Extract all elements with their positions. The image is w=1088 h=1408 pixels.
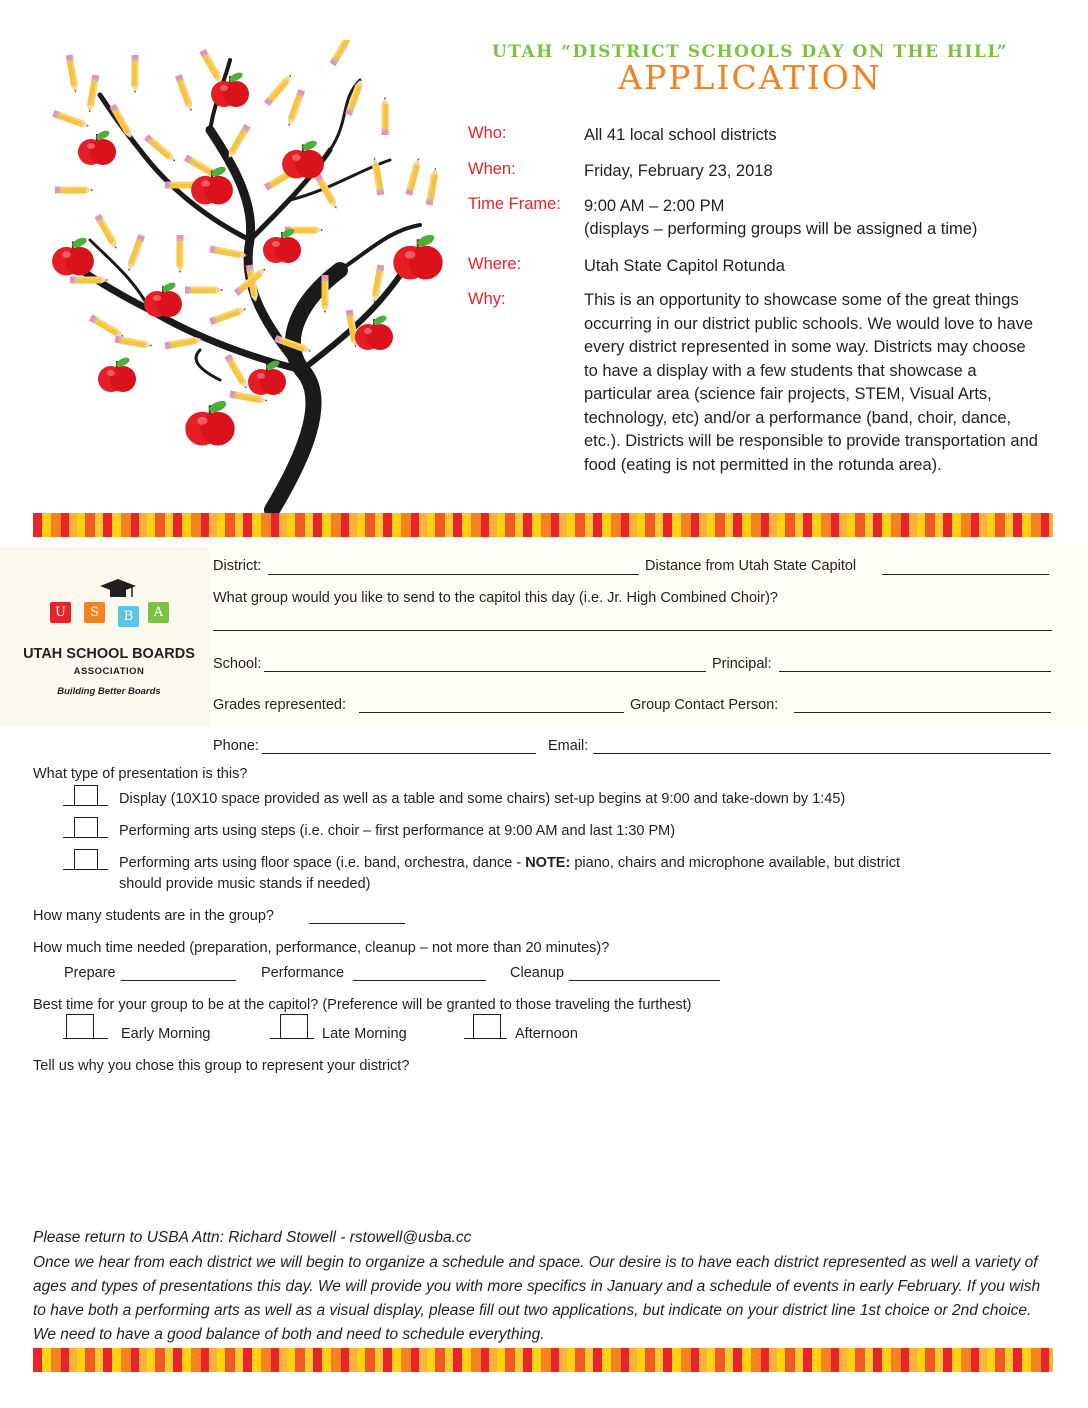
logo-association: ASSOCIATION	[73, 666, 145, 677]
footer-text: Once we hear from each district we will begin to organize a schedule and space. Our desire is to have each district represented as well a variety of ages and types of presentations this day. We will provide you with more specifics in January and a schedule of events in early February. If you wish to have both a performing arts as well as a visual display, please fill out two applications, but indicate on your district line 1st choice or 2nd choice. We need to have a good balance of both and need to schedule everything.	[33, 1254, 1041, 1343]
phone-label: Phone:	[213, 738, 259, 754]
presentation-question: What type of presentation is this?	[33, 766, 248, 782]
students-question: How many students are in the group?	[33, 908, 274, 924]
display-checkbox-line	[63, 805, 108, 806]
contact-label: Group Contact Person:	[630, 697, 779, 713]
afternoon-label: Afternoon	[515, 1026, 578, 1042]
logo-name: UTAH SCHOOL BOARDS	[23, 646, 195, 662]
apple-tree-illustration	[40, 40, 450, 515]
early-morning-checkbox[interactable]	[66, 1014, 94, 1039]
prepare-label: Prepare	[64, 965, 116, 981]
option-floor-text-b: piano, chairs and microphone available, but district	[570, 855, 900, 871]
group-question: What group would you like to send to the capitol this day (i.e. Jr. High Combined Choir)?	[213, 590, 778, 606]
principal-field[interactable]	[779, 671, 1051, 672]
option-floor-continued: should provide music stands if needed)	[119, 876, 371, 892]
page-title: APPLICATION	[618, 58, 882, 97]
option-floor-text-a: Performing arts using floor space (i.e. band, orchestra, dance -	[119, 855, 526, 871]
return-instructions: Please return to USBA Attn: Richard Stowell - rstowell@usba.cc	[33, 1229, 472, 1246]
afternoon-checkbox[interactable]	[473, 1014, 501, 1039]
phone-field[interactable]	[262, 753, 536, 754]
best-time-question: Best time for your group to be at the capitol? (Preference will be granted to those traveling the furthest)	[33, 997, 692, 1013]
floor-checkbox[interactable]	[74, 849, 98, 870]
school-label: School:	[213, 656, 262, 672]
cleanup-label: Cleanup	[510, 965, 565, 981]
who-label: Who:	[468, 124, 507, 142]
district-label: District:	[213, 558, 262, 574]
event-subtitle: UTAH “DISTRICT SCHOOLS DAY ON THE HILL”	[491, 42, 1009, 62]
performance-field[interactable]	[353, 980, 486, 981]
group-field[interactable]	[213, 630, 1052, 631]
logo-block-s: S	[84, 602, 105, 623]
option-floor-note: NOTE:	[525, 855, 571, 871]
time-frame-value: 9:00 AM – 2:00 PM	[584, 197, 725, 215]
contact-field[interactable]	[794, 712, 1051, 713]
late-morning-checkbox-line	[270, 1038, 314, 1039]
decorative-stripe-bottom	[33, 1348, 1053, 1372]
display-checkbox[interactable]	[74, 785, 98, 806]
why-label: Why:	[468, 290, 506, 308]
afternoon-checkbox-line	[464, 1038, 507, 1039]
time-frame-label: Time Frame:	[468, 195, 561, 213]
why-value: This is an opportunity to showcase some of the great things occurring in our district public schools. We would love to have every district represented in some way. Districts may choose to have a display with a few students that showcase a particular area (science fair projects, STEM, Visual Arts, technology, etc) and/or a performance (band, choir, dance, etc.). Districts will be responsible to provide transportation and food (eating is not permitted in the rotunda area).	[584, 291, 1038, 474]
logo-block-u: U	[50, 602, 71, 623]
option-steps: Performing arts using steps (i.e. choir – first performance at 9:00 AM and last 1:30 PM)	[119, 823, 676, 839]
late-morning-checkbox[interactable]	[280, 1014, 308, 1039]
who-value: All 41 local school districts	[584, 126, 777, 144]
late-morning-label: Late Morning	[322, 1026, 407, 1042]
where-value: Utah State Capitol Rotunda	[584, 257, 785, 275]
decorative-stripe-top	[33, 513, 1053, 537]
floor-checkbox-line	[63, 869, 108, 870]
time-frame-note: (displays – performing groups will be assigned a time)	[584, 220, 978, 238]
logo-tagline: Building Better Boards	[57, 686, 161, 697]
logo-block-b: B	[118, 606, 139, 627]
when-label: When:	[468, 160, 516, 178]
grades-label: Grades represented:	[213, 697, 346, 713]
principal-label: Principal:	[712, 656, 772, 672]
students-field[interactable]	[309, 923, 405, 924]
why-group-question: Tell us why you chose this group to represent your district?	[33, 1058, 410, 1074]
steps-checkbox[interactable]	[74, 817, 98, 838]
when-value: Friday, February 23, 2018	[584, 162, 773, 180]
cleanup-field[interactable]	[569, 980, 720, 981]
prepare-field[interactable]	[121, 980, 236, 981]
early-morning-checkbox-line	[63, 1038, 108, 1039]
why-group-answer-area[interactable]	[33, 1082, 1052, 1212]
school-field[interactable]	[264, 671, 706, 672]
where-label: Where:	[468, 255, 522, 273]
district-field[interactable]	[268, 574, 639, 575]
distance-field[interactable]	[882, 574, 1049, 575]
distance-label: Distance from Utah State Capitol	[645, 558, 857, 574]
option-floor	[119, 855, 900, 871]
graduation-cap-icon	[98, 577, 138, 601]
email-field[interactable]	[593, 753, 1051, 754]
email-label: Email:	[548, 738, 589, 754]
grades-field[interactable]	[359, 712, 624, 713]
option-display: Display (10X10 space provided as well as a table and some chairs) set-up begins at 9:00 and take-down by 1:45)	[119, 791, 846, 807]
early-morning-label: Early Morning	[121, 1026, 211, 1042]
logo-block-a: A	[148, 602, 169, 623]
time-needed-question: How much time needed (preparation, performance, cleanup – not more than 20 minutes)?	[33, 940, 610, 956]
performance-label: Performance	[261, 965, 345, 981]
steps-checkbox-line	[63, 837, 108, 838]
usba-logo	[0, 547, 210, 727]
